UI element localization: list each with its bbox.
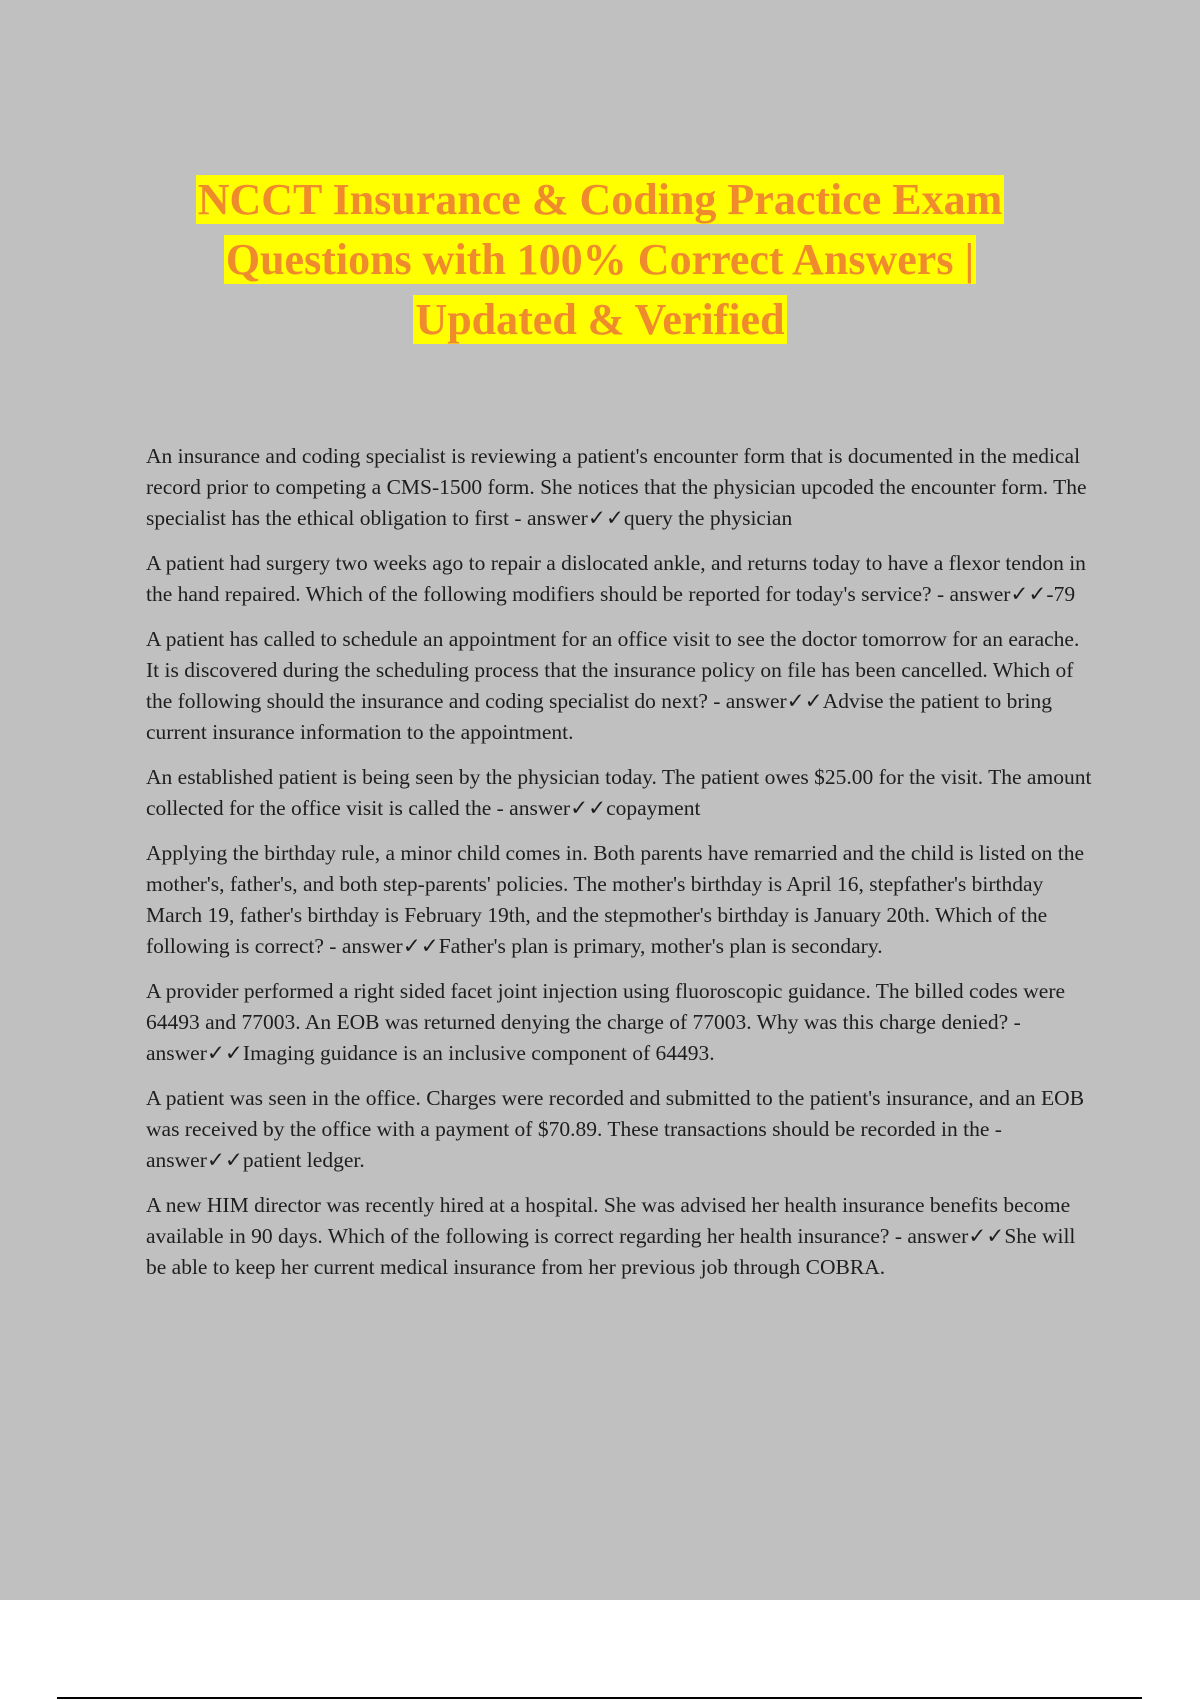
question-text: An insurance and coding specialist is reviewing a patient's encounter form that is documented in the medical record prior to competing a CMS-1500 form. She notices that the physician upcoded the encounter form. The specialist has the ethical obligation to first <box>146 444 1087 530</box>
answer-marker: - answer✓✓ <box>146 1117 1002 1172</box>
answer-text: Advise the patient to bring current insurance information to the appointment. <box>146 689 1052 744</box>
question-text: Applying the birthday rule, a minor child comes in. Both parents have remarried and the child is listed on the mother's, father's, and both step-parents' policies. The mother's birthday is April 16, stepfather's birthday March 19, father's birthday is February 19th, and the stepmother's birthday is January 20th. Which of the following is correct? <box>146 841 1085 958</box>
answer-marker: - answer✓✓ <box>936 582 1047 606</box>
answer-text: -79 <box>1046 582 1076 606</box>
qa-item <box>146 976 1096 1069</box>
question-text: A patient had surgery two weeks ago to repair a dislocated ankle, and returns today to have a flexor tendon in the hand repaired. Which of the following modifiers should be reported for today's service? <box>146 551 1086 606</box>
qa-item <box>146 441 1096 534</box>
question-text: A new HIM director was recently hired at a hospital. She was advised her health insurance benefits become available in 90 days. Which of the following is correct regarding her health insurance? <box>146 1193 1071 1248</box>
answer-text: patient ledger. <box>242 1148 365 1172</box>
title-line-1: NCCT Insurance & Coding Practice Exam <box>197 175 1003 224</box>
title-line-3: Updated & Verified <box>415 295 785 344</box>
title-line-2: Questions with 100% Correct Answers | <box>225 235 975 284</box>
question-answer-list <box>146 441 1096 1297</box>
answer-marker: - answer✓✓ <box>894 1224 1005 1248</box>
answer-marker: - answer✓✓ <box>514 506 624 530</box>
answer-text: Imaging guidance is an inclusive component of 64493. <box>242 1041 715 1065</box>
qa-item <box>146 1083 1096 1176</box>
answer-marker: - answer✓✓ <box>713 689 823 713</box>
question-text: An established patient is being seen by the physician today. The patient owes $25.00 for the visit. The amount collected for the office visit is called the <box>146 765 1092 820</box>
document-title <box>100 170 1100 350</box>
answer-marker: - answer✓✓ <box>146 1010 1021 1065</box>
qa-item <box>146 624 1096 748</box>
qa-item <box>146 1190 1096 1283</box>
answer-text: copayment <box>606 796 701 820</box>
qa-item <box>146 838 1096 962</box>
answer-marker: - answer✓✓ <box>329 934 439 958</box>
answer-text: query the physician <box>623 506 793 530</box>
answer-text: She will be able to keep her current medical insurance from her previous job through COBRA. <box>146 1224 1076 1279</box>
question-text: A patient was seen in the office. Charges were recorded and submitted to the patient's insurance, and an EOB was received by the office with a payment of $70.89. These transactions should be recorded in the <box>146 1086 1085 1141</box>
footer-divider <box>57 1697 1142 1699</box>
question-text: A patient has called to schedule an appointment for an office visit to see the doctor tomorrow for an earache. It is discovered during the scheduling process that the insurance policy on file has been cancelled. Which of the following should the insurance and coding specialist do next? <box>146 627 1080 713</box>
answer-text: Father's plan is primary, mother's plan is secondary. <box>438 934 883 958</box>
question-text: A provider performed a right sided facet joint injection using fluoroscopic guidance. The billed codes were 64493 and 77003. An EOB was returned denying the charge of 77003. Why was this charge denied? <box>146 979 1066 1034</box>
qa-item <box>146 762 1096 824</box>
qa-item <box>146 548 1096 610</box>
answer-marker: - answer✓✓ <box>496 796 607 820</box>
